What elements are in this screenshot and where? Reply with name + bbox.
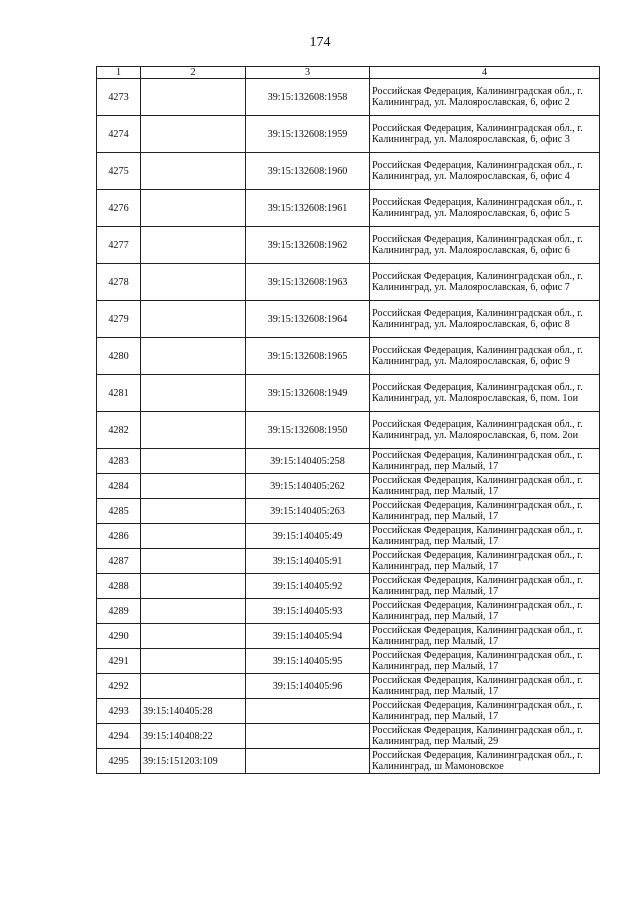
cadastral-number-cell [141,599,246,624]
object-cadastral-number-cell: 39:15:140405:263 [246,499,370,524]
table-row [97,153,600,190]
object-cadastral-number-cell: 39:15:132608:1949 [246,375,370,412]
object-cadastral-number-cell: 39:15:132608:1959 [246,116,370,153]
address-cell: Российская Федерация, Калининградская обл., г. Калининград, пер Малый, 17 [370,599,600,624]
row-number-cell: 4286 [97,524,141,549]
address-cell: Российская Федерация, Калининградская обл., г. Калининград, пер Малый, 29 [370,724,600,749]
cadastral-number-cell [141,524,246,549]
table-row [97,624,600,649]
row-number-cell: 4288 [97,574,141,599]
row-number-cell: 4290 [97,624,141,649]
row-number-cell: 4275 [97,153,141,190]
row-number-cell: 4293 [97,699,141,724]
object-cadastral-number-cell: 39:15:132608:1950 [246,412,370,449]
address-cell: Российская Федерация, Калининградская обл., г. Калининград, пер Малый, 17 [370,499,600,524]
cadastral-number-cell [141,338,246,375]
table-header-row [97,67,600,79]
address-cell: Российская Федерация, Калининградская обл., г. Калининград, пер Малый, 17 [370,574,600,599]
table-row [97,549,600,574]
row-number-cell: 4277 [97,227,141,264]
address-cell: Российская Федерация, Калининградская обл., г. Калининград, пер Малый, 17 [370,699,600,724]
cadastral-number-cell: 39:15:151203:109 [141,749,246,774]
cadastral-number-cell: 39:15:140408:22 [141,724,246,749]
row-number-cell: 4282 [97,412,141,449]
address-cell: Российская Федерация, Калининградская обл., г. Калининград, ул. Малоярославская, 6, офис 3 [370,116,600,153]
row-number-cell: 4294 [97,724,141,749]
table-row [97,412,600,449]
cadastral-number-cell: 39:15:140405:28 [141,699,246,724]
table-row [97,79,600,116]
cadastral-number-cell [141,116,246,153]
address-cell: Российская Федерация, Калининградская обл., г. Калининград, ул. Малоярославская, 6, офис 5 [370,190,600,227]
object-cadastral-number-cell: 39:15:132608:1964 [246,301,370,338]
column-header-3: 3 [246,67,370,79]
table-row [97,264,600,301]
object-cadastral-number-cell: 39:15:132608:1960 [246,153,370,190]
table-row [97,649,600,674]
table-body [97,79,600,774]
address-cell: Российская Федерация, Калининградская обл., г. Калининград, ш Мамоновское [370,749,600,774]
cadastral-number-cell [141,574,246,599]
row-number-cell: 4295 [97,749,141,774]
object-cadastral-number-cell: 39:15:140405:92 [246,574,370,599]
address-cell: Российская Федерация, Калининградская обл., г. Калининград, пер Малый, 17 [370,624,600,649]
object-cadastral-number-cell [246,724,370,749]
page-number: 174 [309,35,331,50]
cadastral-number-cell [141,499,246,524]
table-row [97,724,600,749]
table-row [97,699,600,724]
object-cadastral-number-cell: 39:15:140405:96 [246,674,370,699]
table-row [97,749,600,774]
table-row [97,524,600,549]
row-number-cell: 4279 [97,301,141,338]
table-row [97,499,600,524]
object-cadastral-number-cell [246,699,370,724]
object-cadastral-number-cell: 39:15:132608:1961 [246,190,370,227]
table-row [97,301,600,338]
object-cadastral-number-cell: 39:15:140405:95 [246,649,370,674]
object-cadastral-number-cell: 39:15:140405:91 [246,549,370,574]
row-number-cell: 4292 [97,674,141,699]
row-number-cell: 4276 [97,190,141,227]
object-cadastral-number-cell: 39:15:132608:1958 [246,79,370,116]
address-cell: Российская Федерация, Калининградская обл., г. Калининград, ул. Малоярославская, 6, офис 6 [370,227,600,264]
table-row [97,599,600,624]
row-number-cell: 4287 [97,549,141,574]
table-row [97,449,600,474]
cadastral-number-cell [141,412,246,449]
cadastral-number-cell [141,549,246,574]
object-cadastral-number-cell: 39:15:140405:49 [246,524,370,549]
table-row [97,338,600,375]
column-header-2: 2 [141,67,246,79]
object-cadastral-number-cell: 39:15:140405:93 [246,599,370,624]
address-cell: Российская Федерация, Калининградская обл., г. Калининград, пер Малый, 17 [370,474,600,499]
object-cadastral-number-cell: 39:15:132608:1963 [246,264,370,301]
address-cell: Российская Федерация, Калининградская обл., г. Калининград, пер Малый, 17 [370,449,600,474]
table-row [97,227,600,264]
cadastral-number-cell [141,264,246,301]
cadastral-number-cell [141,649,246,674]
row-number-cell: 4284 [97,474,141,499]
cadastral-number-cell [141,153,246,190]
cadastral-number-cell [141,227,246,264]
column-header-1: 1 [97,67,141,79]
row-number-cell: 4285 [97,499,141,524]
address-cell: Российская Федерация, Калининградская обл., г. Калининград, ул. Малоярославская, 6, офис 7 [370,264,600,301]
row-number-cell: 4273 [97,79,141,116]
object-cadastral-number-cell: 39:15:140405:94 [246,624,370,649]
cadastral-number-cell [141,375,246,412]
address-cell: Российская Федерация, Калининградская обл., г. Калининград, ул. Малоярославская, 6, офис 2 [370,79,600,116]
row-number-cell: 4291 [97,649,141,674]
address-cell: Российская Федерация, Калининградская обл., г. Калининград, ул. Малоярославская, 6, офис 8 [370,301,600,338]
table-row [97,674,600,699]
address-cell: Российская Федерация, Калининградская обл., г. Калининград, ул. Малоярославская, 6, пом. 1ои [370,375,600,412]
table-row [97,474,600,499]
address-cell: Российская Федерация, Калининградская обл., г. Калининград, пер Малый, 17 [370,674,600,699]
object-cadastral-number-cell: 39:15:132608:1965 [246,338,370,375]
address-cell: Российская Федерация, Калининградская обл., г. Калининград, ул. Малоярославская, 6, офис 9 [370,338,600,375]
row-number-cell: 4283 [97,449,141,474]
object-cadastral-number-cell: 39:15:140405:258 [246,449,370,474]
cadastral-number-cell [141,674,246,699]
cadastral-number-cell [141,449,246,474]
table-row [97,116,600,153]
row-number-cell: 4281 [97,375,141,412]
row-number-cell: 4274 [97,116,141,153]
object-cadastral-number-cell: 39:15:132608:1962 [246,227,370,264]
cadastral-number-cell [141,624,246,649]
table-row [97,375,600,412]
address-cell: Российская Федерация, Калининградская обл., г. Калининград, пер Малый, 17 [370,549,600,574]
cadastral-number-cell [141,301,246,338]
cadastral-number-cell [141,474,246,499]
address-cell: Российская Федерация, Калининградская обл., г. Калининград, пер Малый, 17 [370,649,600,674]
table-row [97,190,600,227]
cadastral-number-cell [141,190,246,227]
row-number-cell: 4289 [97,599,141,624]
object-cadastral-number-cell: 39:15:140405:262 [246,474,370,499]
table-row [97,574,600,599]
address-cell: Российская Федерация, Калининградская обл., г. Калининград, пер Малый, 17 [370,524,600,549]
object-cadastral-number-cell [246,749,370,774]
row-number-cell: 4278 [97,264,141,301]
column-header-4: 4 [370,67,600,79]
cadastral-number-cell [141,79,246,116]
address-cell: Российская Федерация, Калининградская обл., г. Калининград, ул. Малоярославская, 6, пом. 2ои [370,412,600,449]
register-table [96,66,600,774]
row-number-cell: 4280 [97,338,141,375]
address-cell: Российская Федерация, Калининградская обл., г. Калининград, ул. Малоярославская, 6, офис 4 [370,153,600,190]
